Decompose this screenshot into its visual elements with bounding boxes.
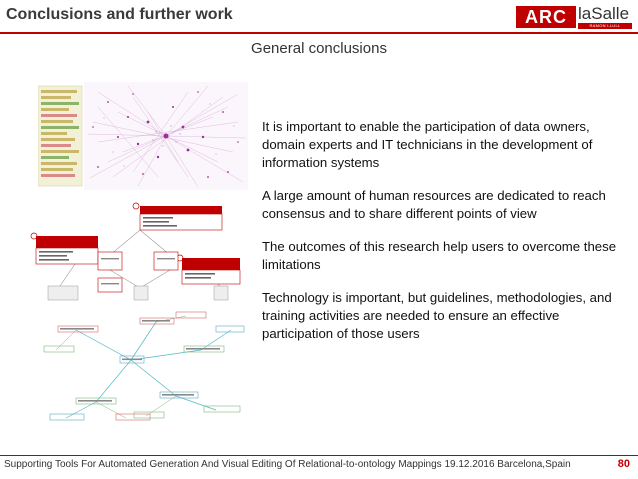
header-divider: [0, 32, 638, 34]
ontology-network-graph: [38, 82, 248, 190]
slide-header: [0, 0, 638, 34]
ontology-tree-graph: [36, 310, 246, 426]
footer-text: Supporting Tools For Automated Generation And Visual Editing Of Relational-to-ontology Mappings 19.12.2016 Barcelona,Spain: [4, 459, 571, 470]
workflow-diagram: [30, 200, 246, 304]
logo-university-text: RAMON LLULL: [578, 23, 632, 29]
logo-lasalle-text: laSalle: [578, 4, 630, 23]
page-number: 80: [617, 458, 630, 470]
bullet-item: The outcomes of this research help users to overcome these limitations: [262, 239, 617, 272]
slide-section-title: Conclusions and further work: [6, 6, 233, 23]
bullet-item: Technology is important, but guidelines, methodologies, and training activities are needed to ensure an effective participation of those users: [262, 290, 612, 341]
conclusion-bullets: [262, 118, 622, 358]
footer-divider: [0, 455, 638, 456]
slide-heading: General conclusions: [251, 40, 387, 57]
bullet-item: A large amount of human resources are dedicated to reach consensus and to share different points of view: [262, 188, 606, 221]
arc-lasalle-logo: [516, 4, 634, 30]
logo-arc-mark: ARC: [516, 6, 576, 28]
bullet-item: It is important to enable the participation of data owners, domain experts and IT technicians in the development of information systems: [262, 119, 593, 170]
